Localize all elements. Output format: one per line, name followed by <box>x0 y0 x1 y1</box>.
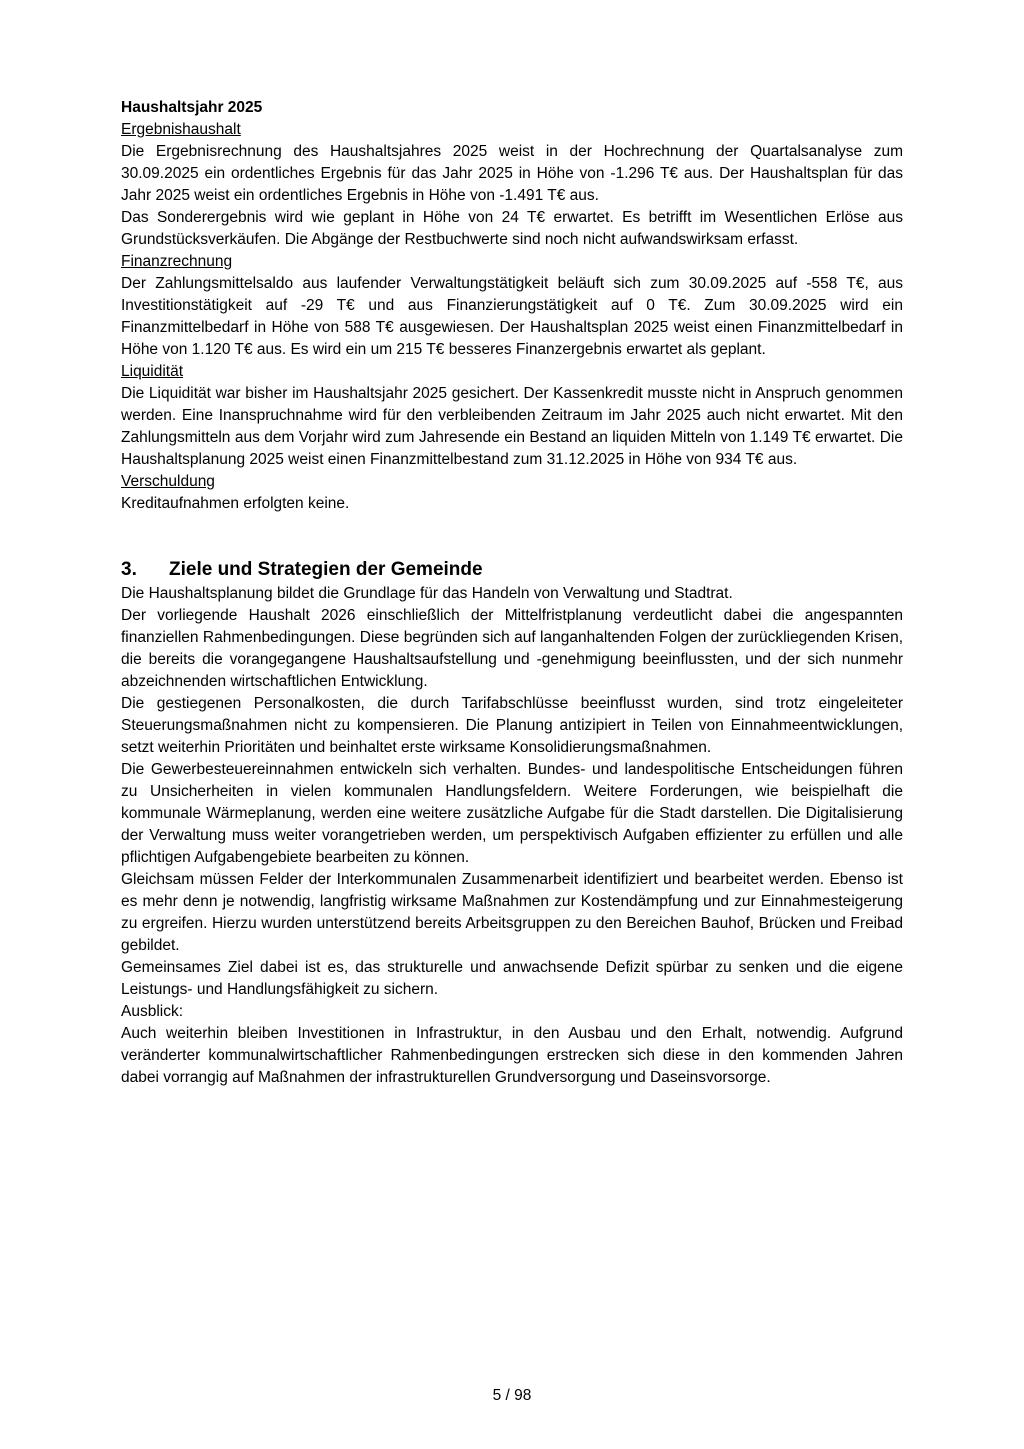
chapter-title: Ziele und Strategien der Gemeinde <box>169 559 483 580</box>
outlook-label: Ausblick: <box>121 1003 184 1020</box>
section-liquiditaet <box>121 361 903 471</box>
paragraph: Die Ergebnisrechnung des Haushaltsjahres 2025 weist in der Hochrechnung der Quartalsanalyse zum 30.09.2025 ein ordentliches Ergebnis für das Jahr 2025 in Höhe von -1.296 T€ aus. Der Haushaltsplan für das Jahr 2025 weist ein ordentliches Ergebnis in Höhe von -1.491 T€ aus. <box>121 143 903 204</box>
outlook-paragraph: Auch weiterhin bleiben Investitionen in Infrastruktur, in den Ausbau und den Erhalt, notwendig. Aufgrund veränderter kommunalwirtschaftlicher Rahmenbedingungen erstrecken sich diese in den kommenden Jahren dabei vorrangig auf Maßnahmen der infrastrukturellen Grundversorgung und Daseinsvorsorge. <box>121 1025 903 1086</box>
paragraph: Die Gewerbesteuereinnahmen entwickeln sich verhalten. Bundes- und landespolitische Entscheidungen führen zu Unsicherheiten in vielen kommunalen Handlungsfeldern. Weitere Forderungen, wie beispielhaft die kommunale Wärmeplanung, werden eine weitere zusätzliche Aufgabe für die Stadt darstellen. Die Digitalisierung der Verwaltung muss weiter vorangetrieben werden, um perspektivisch Aufgaben effizienter zu erfüllen und alle pflichtigen Aufgabengebiete bearbeiten zu können. <box>121 761 903 866</box>
paragraph: Das Sonderergebnis wird wie geplant in Höhe von 24 T€ erwartet. Es betrifft im Wesentlichen Erlöse aus Grundstücksverkäufen. Die Abgänge der Restbuchwerte sind noch nicht aufwandswirksam erfasst. <box>121 209 903 248</box>
chapter-heading <box>121 557 903 583</box>
section-heading-liquiditaet: Liquidität <box>121 363 184 380</box>
paragraph: Der Zahlungsmittelsaldo aus laufender Verwaltungstätigkeit beläuft sich zum 30.09.2025 auf -558 T€, aus Investitionstätigkeit auf -29 T€ und aus Finanzierungstätigkeit auf 0 T€. Zum 30.09.2025 wird ein Finanzmittelbedarf in Höhe von 588 T€ ausgewiesen. Der Haushaltsplan 2025 weist einen Finanzmittelbedarf in Höhe von 1.120 T€ aus. Es wird ein um 215 T€ besseres Finanzergebnis erwartet als geplant. <box>121 275 903 358</box>
paragraph: Der vorliegende Haushalt 2026 einschließlich der Mittelfristplanung verdeutlicht dabei die angespannten finanziellen Rahmenbedingungen. Diese begründen sich auf langanhaltenden Folgen der zurückliegenden Krisen, die bereits die vorangegangene Haushaltsaufstellung und -genehmigung beeinflussten, und der sich nunmehr abzeichnenden wirtschaftlichen Entwicklung. <box>121 607 903 690</box>
paragraph: Die Liquidität war bisher im Haushaltsjahr 2025 gesichert. Der Kassenkredit musste nicht in Anspruch genommen werden. Eine Inanspruchnahme wird für den verbleibenden Zeitraum im Jahr 2025 auch nicht erwartet. Mit den Zahlungsmitteln aus dem Vorjahr wird zum Jahresende ein Bestand an liquiden Mitteln von 1.149 T€ erwartet. Die Haushaltsplanung 2025 weist einen Finanzmittelbestand zum 31.12.2025 in Höhe von 934 T€ aus. <box>121 385 903 468</box>
paragraph: Kreditaufnahmen erfolgten keine. <box>121 495 350 512</box>
paragraph: Die gestiegenen Personalkosten, die durch Tarifabschlüsse beeinflusst wurden, sind trotz eingeleiteter Steuerungsmaßnahmen nicht zu kompensieren. Die Planung antizipiert in Teilen von Einnahmeentwicklungen, setzt weiterhin Prioritäten und beinhaltet erste wirksame Konsolidierungsmaßnahmen. <box>121 695 903 756</box>
paragraph: Die Haushaltsplanung bildet die Grundlage für das Handeln von Verwaltung und Stadtrat. <box>121 585 733 602</box>
page-title: Haushaltsjahr 2025 <box>121 99 263 116</box>
chapter-ziele-und-strategien <box>121 557 903 1089</box>
section-heading-verschuldung: Verschuldung <box>121 473 215 490</box>
section-ergebnishaushalt <box>121 119 903 251</box>
section-finanzrechnung <box>121 251 903 361</box>
section-verschuldung <box>121 471 903 515</box>
section-heading-ergebnishaushalt: Ergebnishaushalt <box>121 121 241 138</box>
page-number: 5 / 98 <box>492 1387 532 1404</box>
section-heading-finanzrechnung: Finanzrechnung <box>121 253 233 270</box>
chapter-number: 3. <box>121 559 137 580</box>
paragraph: Gemeinsames Ziel dabei ist es, das strukturelle und anwachsende Defizit spürbar zu senken und die eigene Leistungs- und Handlungsfähigkeit zu sichern. <box>121 959 903 998</box>
paragraph: Gleichsam müssen Felder der Interkommunalen Zusammenarbeit identifiziert und bearbeitet werden. Ebenso ist es mehr denn je notwendig, langfristig wirksame Maßnahmen zur Kostendämpfung und zur Einnahmesteigerung zu ergreifen. Hierzu wurden unterstützend bereits Arbeitsgruppen zu den Bereichen Bauhof, Brücken und Freibad gebildet. <box>121 871 903 954</box>
